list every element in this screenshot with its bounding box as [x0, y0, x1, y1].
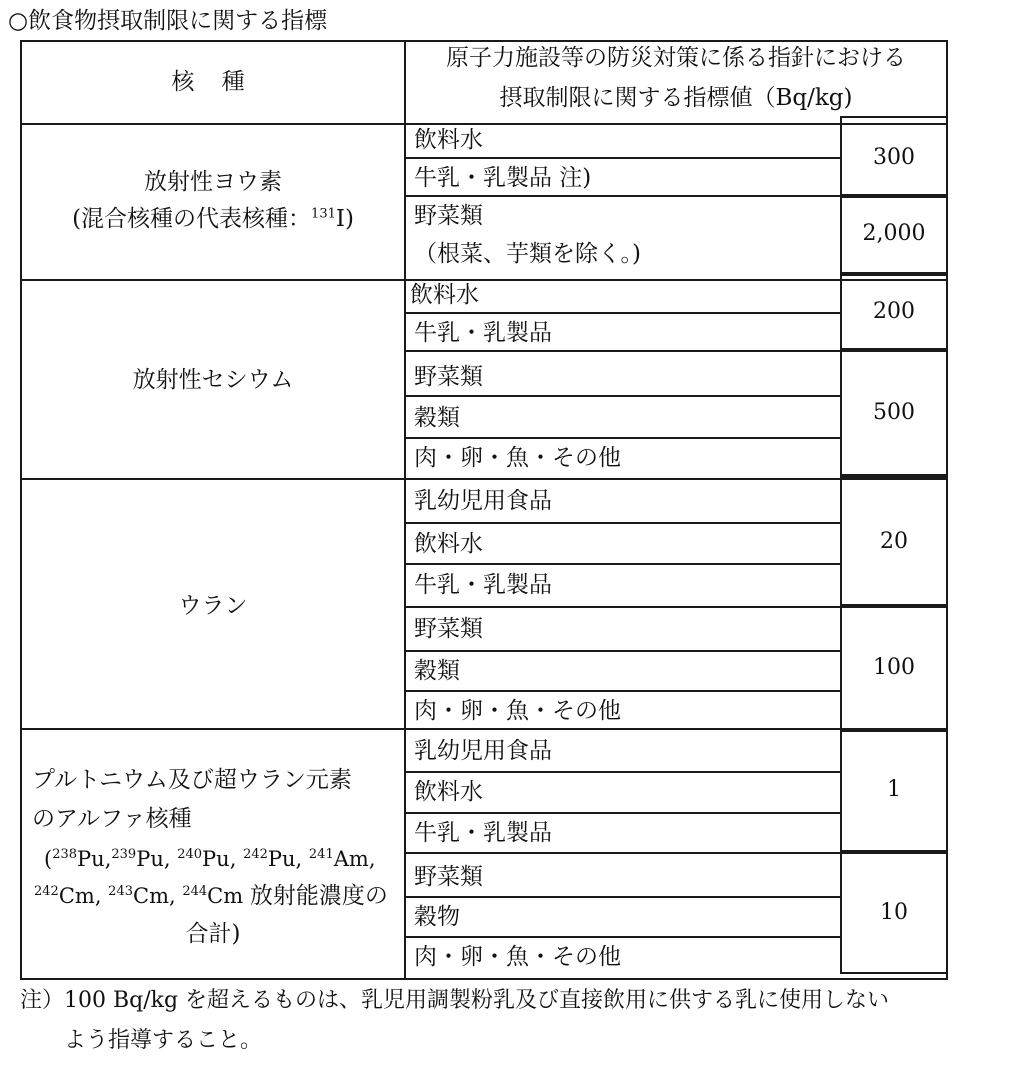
- text: Pu: [267, 847, 296, 871]
- mass-number: 242: [243, 847, 268, 862]
- row-divider: [406, 395, 842, 397]
- text: Cm: [58, 884, 95, 908]
- food-item: 牛乳・乳製品: [414, 820, 552, 846]
- row-divider: [406, 606, 842, 608]
- nuclide-plutonium: プルトニウム及び超ウラン元素: [32, 767, 352, 793]
- food-item: 穀物: [414, 904, 460, 930]
- text: Cm: [133, 884, 169, 908]
- food-item: 穀類: [414, 658, 460, 684]
- food-item: 穀類: [414, 405, 460, 431]
- row-divider: [406, 312, 842, 314]
- isotope: [243, 847, 295, 871]
- isotope: [177, 847, 229, 871]
- isotope: [111, 847, 163, 871]
- index-value: 1: [887, 777, 901, 802]
- food-item: 牛乳・乳製品: [414, 572, 552, 598]
- mass-number: 238: [52, 847, 78, 862]
- nuclide-plutonium-alpha: のアルファ核種: [32, 806, 192, 832]
- group-separator: [20, 478, 948, 480]
- index-value: 300: [873, 145, 915, 170]
- index-value: 100: [873, 655, 915, 680]
- food-item: 飲料水: [414, 127, 483, 153]
- mass-number: 241: [308, 847, 334, 862]
- food-item: 野菜類: [414, 364, 483, 390]
- header-value-label-line2: 摂取制限に関する指標値（Bq/kg): [499, 85, 853, 111]
- row-divider: [406, 157, 842, 159]
- food-item: 飲料水: [410, 282, 479, 308]
- nuclide-isotope-list-cont: $^{242}$Cm, $^{243}$Cm, $^{244}$Cm 放射能濃度の: [34, 883, 388, 909]
- nuclide-iodine-representative: [22, 203, 404, 235]
- header-bottom-rule: [20, 123, 948, 125]
- index-value: 500: [873, 400, 915, 425]
- text: I): [335, 206, 354, 232]
- index-value: 2,000: [862, 221, 926, 246]
- group-separator: [20, 728, 948, 730]
- isotope: [108, 884, 169, 908]
- mass-number: 240: [177, 847, 203, 862]
- row-divider: [406, 812, 842, 814]
- food-item: 乳幼児用食品: [414, 488, 552, 514]
- row-divider: [406, 350, 842, 352]
- row-divider: [406, 896, 842, 898]
- row-divider: [406, 690, 842, 692]
- group-separator: [20, 279, 948, 281]
- food-item: 野菜類: [414, 203, 483, 229]
- text: 放射能濃度の: [249, 883, 388, 909]
- food-item: 飲料水: [414, 779, 483, 805]
- nuclide-cesium: 放射性セシウム: [132, 367, 294, 393]
- index-value: 10: [880, 900, 908, 925]
- row-divider: [406, 437, 842, 439]
- footnote-line1: 注）100 Bq/kg を超えるものは、乳児用調製粉乳及び直接飲用に供する乳に使用しない: [20, 988, 890, 1013]
- nuclide-isotope-list: ($^{238}$Pu,$^{239}$Pu, $^{240}$Pu, $^{242}$Pu, $^{241}$Am,: [44, 847, 376, 871]
- row-divider: [406, 650, 842, 652]
- nuclide-plutonium-total: 合計): [185, 921, 241, 947]
- row-divider: [406, 563, 842, 565]
- index-value: 200: [873, 299, 915, 324]
- header-value-label-line1: 原子力施設等の防災対策に係る指針における: [446, 45, 906, 71]
- isotope: [182, 884, 243, 908]
- food-item: 肉・卵・魚・その他: [414, 944, 621, 970]
- nuclide-uranium: ウラン: [178, 593, 248, 619]
- footnote-line2: よう指導すること。: [64, 1028, 263, 1053]
- food-item-note: （根菜、芋類を除く。): [414, 241, 642, 267]
- food-item: 牛乳・乳製品: [414, 320, 552, 346]
- text: Pu: [202, 847, 230, 871]
- food-item: 肉・卵・魚・その他: [414, 445, 621, 471]
- row-divider: [406, 852, 842, 854]
- row-divider: [406, 771, 842, 773]
- text: Pu: [136, 847, 164, 871]
- index-value: 20: [880, 529, 908, 554]
- mass-number: 131: [311, 206, 336, 222]
- page-title: ○飲食物摂取制限に関する指標: [8, 8, 328, 34]
- food-item: 肉・卵・魚・その他: [414, 698, 621, 724]
- row-divider: [406, 195, 842, 197]
- mass-number: 244: [182, 884, 208, 899]
- text: (混合核種の代表核種：: [72, 206, 312, 232]
- mass-number: 242: [34, 884, 59, 899]
- text: Pu: [77, 847, 105, 871]
- row-divider: [406, 522, 842, 524]
- food-item: 乳幼児用食品: [414, 738, 552, 764]
- food-item: 野菜類: [414, 616, 483, 642]
- text: Am: [333, 847, 369, 871]
- mass-number: 239: [111, 847, 137, 862]
- isotope: [34, 884, 95, 908]
- isotope: [309, 847, 369, 871]
- mass-number: 243: [108, 884, 133, 899]
- food-item: 野菜類: [414, 864, 483, 890]
- food-item: 飲料水: [414, 531, 483, 557]
- nuclide-iodine: 放射性ヨウ素: [144, 169, 282, 195]
- header-nuclide-label: 核 種: [171, 69, 255, 95]
- food-item: 牛乳・乳製品 注): [414, 165, 592, 191]
- row-divider: [406, 936, 842, 938]
- isotope: [52, 847, 104, 871]
- text: Cm: [207, 884, 244, 908]
